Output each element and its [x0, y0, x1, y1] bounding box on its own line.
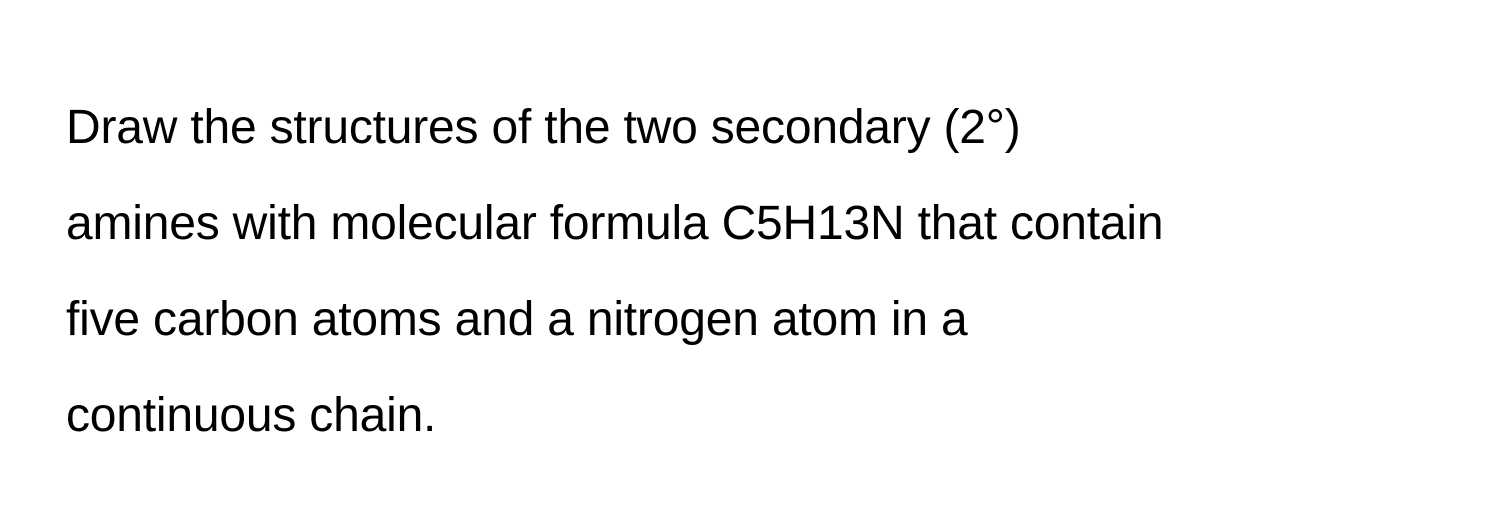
question-line-3: five carbon atoms and a nitrogen atom in a: [66, 293, 968, 346]
question-text: [66, 80, 1466, 464]
question-line-2: amines with molecular formula C5H13N that contain: [66, 197, 1164, 250]
question-line-4: continuous chain.: [66, 389, 437, 442]
question-line-1: Draw the structures of the two secondary (2°): [66, 101, 1021, 154]
